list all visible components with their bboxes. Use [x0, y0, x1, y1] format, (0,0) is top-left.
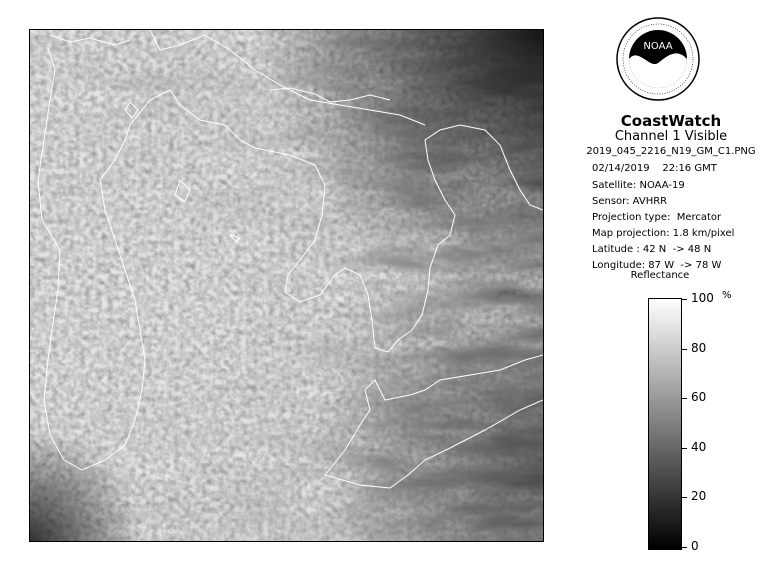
satellite-image [29, 29, 544, 542]
colorbar-tick [681, 448, 687, 449]
colorbar-tick-label: 20 [691, 489, 707, 503]
colorbar-unit: % [722, 290, 732, 301]
colorbar-title: Reflectance [630, 270, 690, 281]
colorbar-tick [681, 299, 687, 300]
colorbar-tick [681, 547, 687, 548]
colorbar-tick-label: 60 [691, 390, 707, 404]
colorbar-tick-label: 40 [691, 440, 707, 454]
reflectance-colorbar [648, 298, 682, 550]
channel-label: Channel 1 Visible [614, 129, 728, 144]
map-projection: Map projection: 1.8 km/pixel [592, 228, 735, 239]
projection-type: Projection type: Mercator [592, 212, 722, 223]
svg-text:NOAA: NOAA [643, 41, 673, 52]
sensor: Sensor: AVHRR [592, 196, 668, 207]
satellite: Satellite: NOAA-19 [592, 180, 685, 191]
colorbar-tick-label: 0 [691, 539, 699, 553]
product-title: CoastWatch [620, 112, 722, 130]
latitude-range: Latitude : 42 N -> 48 N [592, 244, 712, 255]
colorbar-tick [681, 398, 687, 399]
datetime: 02/14/2019 22:16 GMT [592, 163, 717, 174]
colorbar-tick [681, 497, 687, 498]
file-name: 2019_045_2216_N19_GM_C1.PNG [586, 146, 756, 157]
noaa-logo [616, 17, 700, 101]
satellite-imagery-svg [30, 30, 543, 541]
colorbar-tick-label: 80 [691, 341, 707, 355]
colorbar-tick-label: 100 [691, 291, 714, 305]
colorbar-tick [681, 349, 687, 350]
longitude-range: Longitude: 87 W -> 78 W [592, 260, 722, 271]
